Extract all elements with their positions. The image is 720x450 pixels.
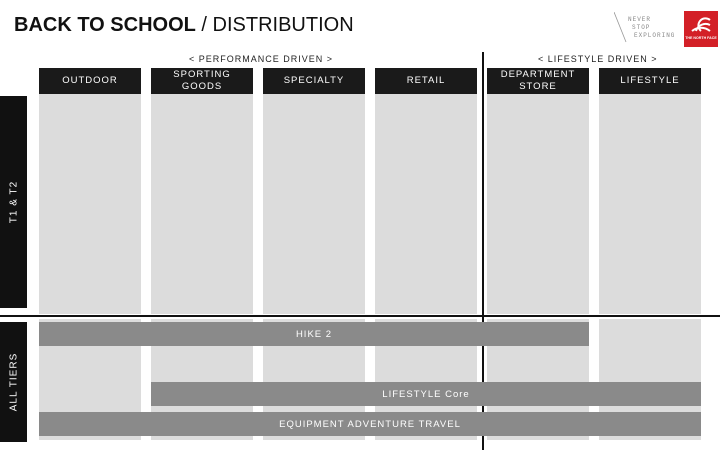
group-label-lifestyle: < LIFESTYLE DRIVEN >	[538, 54, 658, 64]
tnf-wordmark: THE NORTH FACE	[685, 36, 717, 40]
column-header-retail	[375, 68, 477, 94]
column-header-label: LIFESTYLE	[620, 75, 680, 86]
column-area-sporting-goods-t1t2	[151, 94, 253, 314]
column-header-label: OUTDOOR	[62, 75, 118, 86]
page-title-main: BACK TO SCHOOL	[14, 14, 196, 36]
page-title	[14, 14, 354, 37]
bar-label: HIKE 2	[295, 328, 333, 340]
page-title-sub: / DISTRIBUTION	[195, 14, 354, 36]
horizontal-divider	[0, 315, 720, 317]
bar-hike-2	[39, 322, 589, 346]
bar-label: LIFESTYLE Core	[382, 388, 470, 400]
column-header-label: SPECIALTY	[283, 75, 345, 86]
column-header-department-store	[487, 68, 589, 94]
column-header-specialty	[263, 68, 365, 94]
nse-line-3: EXPLORING	[634, 32, 676, 39]
column-header-label: SPORTING	[173, 69, 231, 80]
bar-lifestyle-core	[151, 382, 701, 406]
tnf-dome-icon	[684, 11, 718, 47]
column-header-lifestyle	[599, 68, 701, 94]
bar-equipment-adventure-travel	[39, 412, 701, 436]
bar-label: EQUIPMENT ADVENTURE TRAVEL	[279, 418, 461, 430]
column-header-label-2: STORE	[519, 81, 557, 92]
column-area-lifestyle-t1t2	[599, 94, 701, 314]
never-stop-exploring-logo	[614, 12, 686, 46]
column-area-specialty-t1t2	[263, 94, 365, 314]
tier-label-text: ALL TIERS	[8, 352, 19, 412]
nse-line-2: STOP	[632, 24, 651, 31]
the-north-face-logo	[684, 11, 718, 47]
group-label-performance: < PERFORMANCE DRIVEN >	[189, 54, 334, 64]
column-area-department-store-t1t2	[487, 94, 589, 314]
column-header-label: DEPARTMENT	[500, 69, 576, 80]
tier-label-text: T1 & T2	[8, 180, 19, 224]
column-header-label: RETAIL	[406, 75, 446, 86]
tier-label-all-tiers	[0, 322, 27, 442]
tier-label-t1-t2	[0, 96, 27, 308]
column-area-outdoor-t1t2	[39, 94, 141, 314]
nse-line-1: NEVER	[628, 16, 652, 23]
column-header-outdoor	[39, 68, 141, 94]
column-header-label-2: GOODS	[181, 81, 223, 92]
column-header-sporting-goods	[151, 68, 253, 94]
column-area-retail-t1t2	[375, 94, 477, 314]
